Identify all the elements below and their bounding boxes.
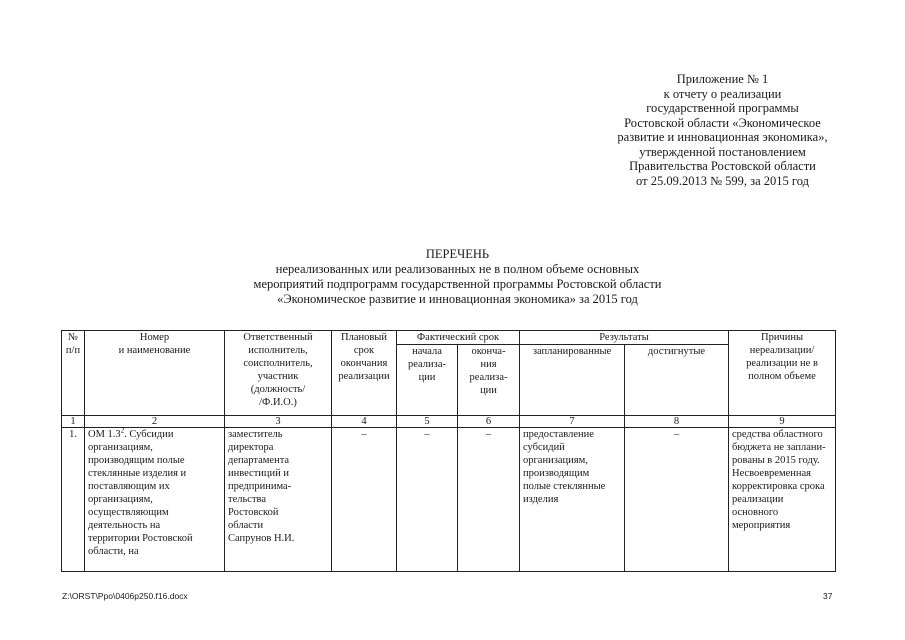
appendix-line: государственной программы (646, 101, 799, 115)
column-number: 4 (332, 416, 397, 428)
title-line: мероприятий подпрограмм государственной программы Ростовской области (253, 277, 662, 291)
header-reasons: Причины нереализации/ реализации не в полном объеме (729, 331, 836, 416)
column-number: 1 (62, 416, 85, 428)
appendix-block (590, 72, 855, 188)
table-header-row (62, 331, 836, 345)
appendix-line: к отчету о реализации (663, 86, 782, 101)
column-number: 9 (729, 416, 836, 428)
document-title (150, 247, 765, 307)
row-reasons: средства областного бюджета не заплани- рованы в 2015 году. Несвоевременная корректировка срока реализации основного мероприятия (729, 428, 836, 572)
column-number: 8 (625, 416, 729, 428)
appendix-line: Приложение № 1 (676, 72, 769, 86)
appendix-line: Правительства Ростовской области (629, 159, 816, 173)
row-name-line: организациям, (88, 494, 153, 505)
row-name-line: осуществляющим (88, 507, 169, 518)
header-actual: Фактический срок (397, 331, 520, 345)
row-name-line: поставляющим их (88, 481, 170, 492)
header-actual-end: оконча- ния реализа- ции (458, 345, 520, 416)
header-planned-end: Плановый срок окончания реализации (332, 331, 397, 416)
column-number: 7 (520, 416, 625, 428)
row-name-prefix: ОМ 1.3 (88, 429, 121, 440)
row-planned-end: – (332, 428, 397, 572)
header-actual-start: начала реализа- ции (397, 345, 458, 416)
row-num: 1. (62, 428, 85, 572)
row-responsible: заместитель директора департамента инвестиций и предпринима- тельства Ростовской области Сапрунов Н.И. (225, 428, 332, 572)
header-results: Результаты (520, 331, 729, 345)
header-num: № п/п (62, 331, 85, 416)
page-number: 37 (823, 591, 833, 601)
row-achieved-results: – (625, 428, 729, 572)
row-name-line: области, на (88, 546, 139, 557)
header-planned-results: запланированные (520, 345, 625, 416)
row-planned-results: предоставление субсидий организациям, производящим полые стеклянные изделия (520, 428, 625, 572)
column-number-row (62, 416, 836, 428)
row-name-footnote: 2 (120, 426, 125, 435)
row-actual-end: – (458, 428, 520, 572)
title-line: «Экономическое развитие и инновационная экономика» за 2015 год (277, 292, 638, 306)
table-row (62, 428, 836, 572)
appendix-line: утвержденной постановлением (639, 144, 806, 159)
column-number: 3 (225, 416, 332, 428)
header-name: Номер и наименование (85, 331, 225, 416)
row-name-line: организациям, (88, 442, 153, 453)
file-path: Z:\ORST\Ppo\0406p250.f16.docx (62, 591, 188, 601)
header-achieved-results: достигнутые (625, 345, 729, 416)
row-name-line: стеклянные изделия и (88, 468, 187, 479)
title-line: нереализованных или реализованных не в полном объеме основных (275, 262, 640, 276)
row-name-line: территории Ростовской (88, 533, 193, 544)
row-actual-start: – (397, 428, 458, 572)
activities-table (61, 330, 836, 572)
appendix-line: Ростовской области «Экономическое (624, 115, 821, 130)
column-number: 2 (85, 416, 225, 428)
column-number: 5 (397, 416, 458, 428)
row-name-line: производящим полые (88, 455, 185, 466)
column-number: 6 (458, 416, 520, 428)
row-name (85, 428, 225, 572)
row-name-line: . Субсидии (124, 429, 174, 440)
appendix-line: развитие и инновационная экономика», (617, 130, 828, 144)
appendix-line: от 25.09.2013 № 599, за 2015 год (636, 173, 809, 188)
row-name-line: деятельность на (88, 520, 161, 531)
header-responsible: Ответственный исполнитель, соисполнитель, участник (должность/ /Ф.И.О.) (225, 331, 332, 416)
title-heading: ПЕРЕЧЕНЬ (425, 247, 490, 261)
